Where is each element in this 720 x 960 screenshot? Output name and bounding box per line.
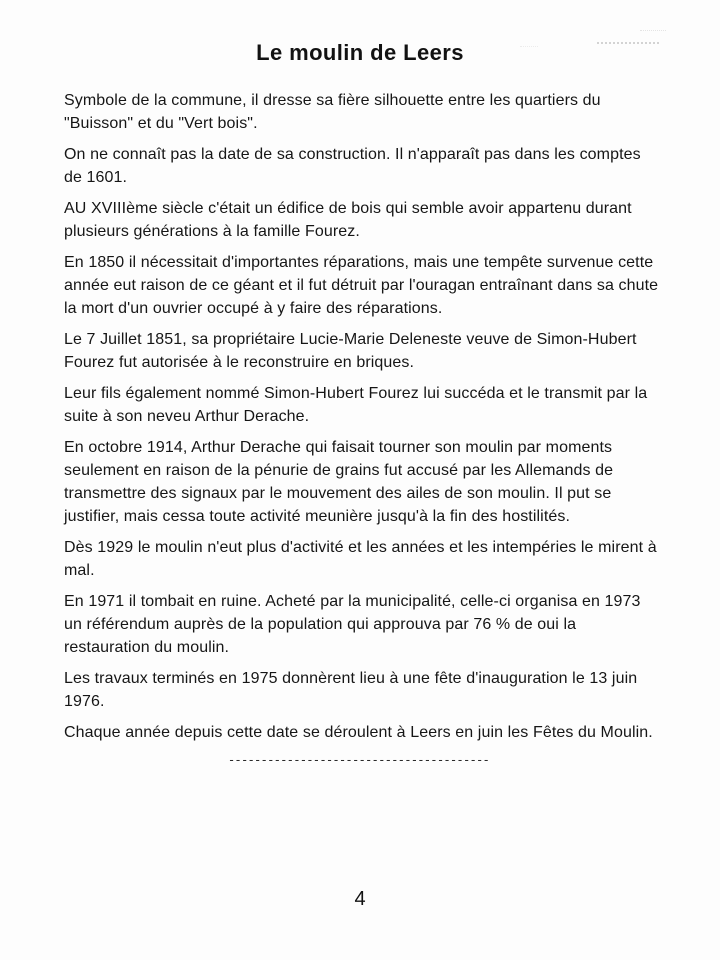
paragraph: Chaque année depuis cette date se déroulent à Leers en juin les Fêtes du Moulin. [64,724,653,741]
page-number: 4 [354,888,366,910]
paragraph: En octobre 1914, Arthur Derache qui faisait tourner son moulin par moments seulement en raison de la pénurie de grains fut accusé par les Allemands de transmettre des signaux par le mouvement des ailes de son moulin. Il put se justifier, mais cessa toute activité meunière jusqu'à la fin des hostilités. [64,439,614,525]
paragraph: Leur fils également nommé Simon-Hubert Fourez lui succéda et le transmit par la suite à son neveu Arthur Derache. [64,385,648,425]
page-title: Le moulin de Leers [256,40,464,65]
paragraph: Dès 1929 le moulin n'eut plus d'activité et les années et les intempéries le mirent à mal. [64,539,657,579]
paragraph: Les travaux terminés en 1975 donnèrent lieu à une fête d'inauguration le 13 juin 1976. [64,670,638,710]
scan-speckle-icon [640,30,666,31]
paragraph: AU XVIIIème siècle c'était un édifice de bois qui semble avoir appartenu durant plusieurs générations à la famille Fourez. [64,200,632,240]
scan-speckle-icon [597,42,659,44]
paragraph: Le 7 Juillet 1851, sa propriétaire Lucie-Marie Deleneste veuve de Simon-Hubert Fourez fut autorisée à le reconstruire en briques. [64,331,637,371]
paragraph: En 1850 il nécessitait d'importantes réparations, mais une tempête survenue cette année eut raison de ce géant et il fut détruit par l'ouragan entraînant dans sa chute la mort d'un ouvrier occupé à y faire des réparations. [64,254,659,317]
document-body [0,89,720,744]
dashed-separator: ---------------------------------------- [229,752,491,767]
paragraph: Symbole de la commune, il dresse sa fière silhouette entre les quartiers du "Buisson" et du "Vert bois". [64,92,601,132]
paragraph: On ne connaît pas la date de sa construction. Il n'apparaît pas dans les comptes de 1601. [64,146,641,186]
paragraph: En 1971 il tombait en ruine. Acheté par la municipalité, celle-ci organisa en 1973 un référendum auprès de la population qui approuva par 76 % de oui la restauration du moulin. [64,593,641,656]
scan-speckle-icon [520,46,538,47]
